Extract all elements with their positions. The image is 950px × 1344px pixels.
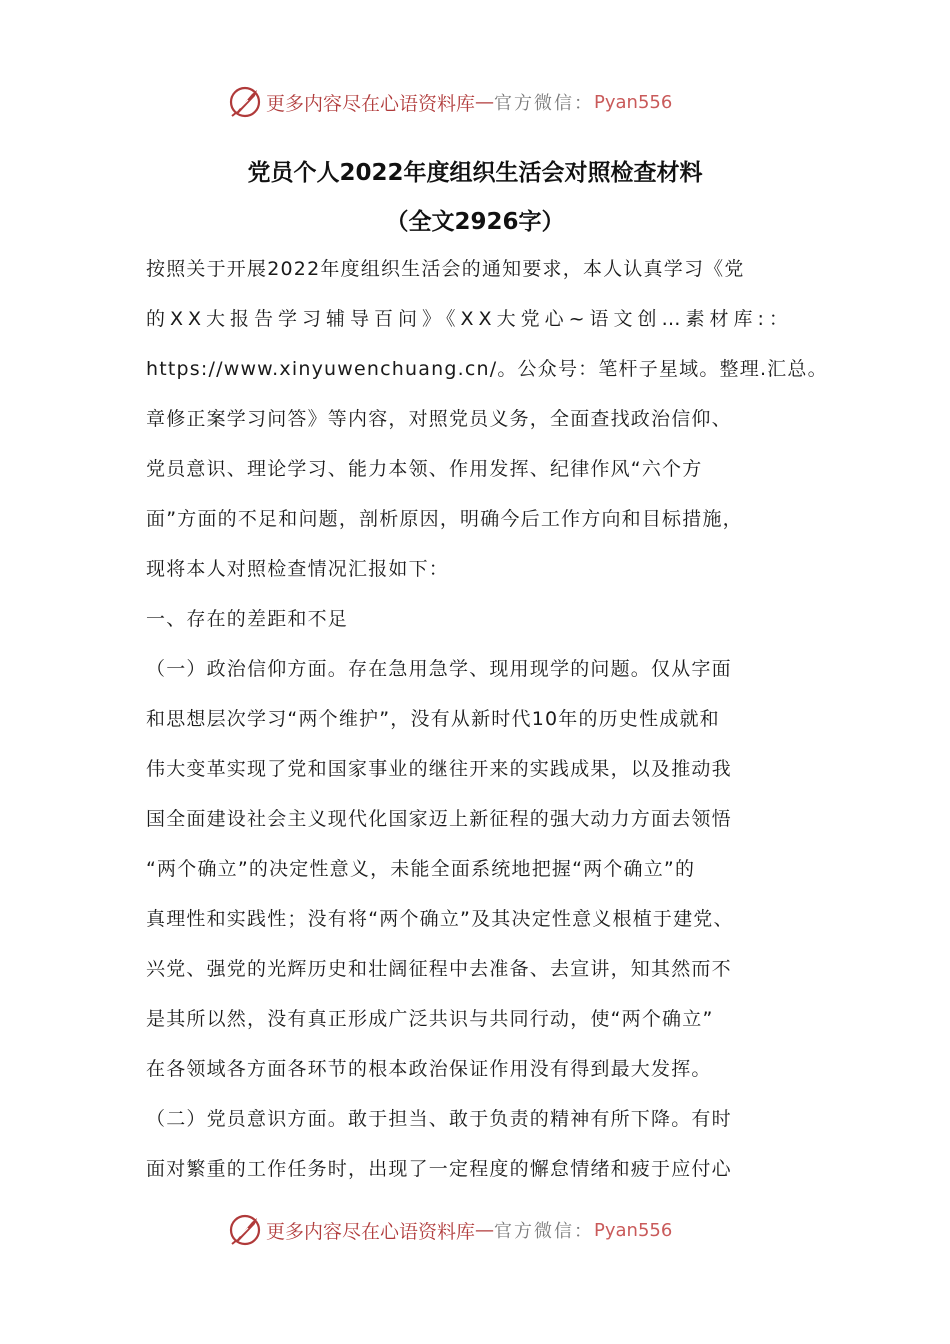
banner-separator: — [475,1219,495,1241]
page-title: 党员个人2022年度组织生活会对照检查材料 [247,160,703,186]
banner-wechat-label: 官方微信： [494,93,595,114]
footer-banner [228,1210,672,1250]
quill-logo-icon [228,1212,264,1248]
body-line: 国全面建设社会主义现代化国家迈上新征程的强大动力方面去领悟 [146,808,732,830]
body-line: 是其所以然，没有真正形成广泛共识与共同行动，使“两个确立” [146,1008,714,1030]
body-line: （二）党员意识方面。敢于担当、敢于负责的精神有所下降。有时 [146,1108,732,1130]
body-line: 和思想层次学习“两个维护”，没有从新时代10年的历史性成就和 [146,708,720,730]
body-line: 的XX大报告学习辅导百问》《XX大党心~语文创…素材库:： [146,308,793,330]
body-line: 面”方面的不足和问题，剖析原因，明确今后工作方向和目标措施， [146,508,743,530]
body-line: 伟大变革实现了党和国家事业的继往开来的实践成果，以及推动我 [146,758,732,780]
body-line: 兴党、强党的光辉历史和壮阔征程中去准备、去宣讲，知其然而不 [146,958,732,980]
banner-wechat-id: Pyan556 [594,91,673,113]
body-line: 现将本人对照检查情况汇报如下： [146,558,450,580]
section-heading: 一、存在的差距和不足 [146,608,349,630]
banner-main-text: 更多内容尽在心语资料库 [266,1220,476,1243]
banner-separator: — [475,91,495,113]
body-line: （一）政治信仰方面。存在急用急学、现用现学的问题。仅从字面 [146,658,732,680]
body-line: 面对繁重的工作任务时，出现了一定程度的懈怠情绪和疲于应付心 [146,1158,732,1180]
body-line: 党员意识、理论学习、能力本领、作用发挥、纪律作风“六个方 [146,458,703,480]
page-subtitle: （全文2926字） [385,209,565,235]
body-line: 真理性和实践性；没有将“两个确立”及其决定性意义根植于建党、 [146,908,734,930]
banner-wechat-label: 官方微信： [494,1221,595,1242]
body-line: 按照关于开展2022年度组织生活会的通知要求，本人认真学习《党 [146,258,745,280]
body-line: 在各领域各方面各环节的根本政治保证作用没有得到最大发挥。 [146,1058,712,1080]
banner-main-text: 更多内容尽在心语资料库 [266,92,476,115]
body-line: https://www.xinyuwenchuang.cn/。公众号：笔杆子星域。整理.汇总。 [146,358,828,380]
banner-wechat-id: Pyan556 [594,1219,673,1241]
body-line: 章修正案学习问答》等内容，对照党员义务，全面查找政治信仰、 [146,408,732,430]
quill-logo-icon [228,84,264,120]
header-banner [228,82,672,122]
body-line: “两个确立”的决定性意义，未能全面系统地把握“两个确立”的 [146,858,696,880]
